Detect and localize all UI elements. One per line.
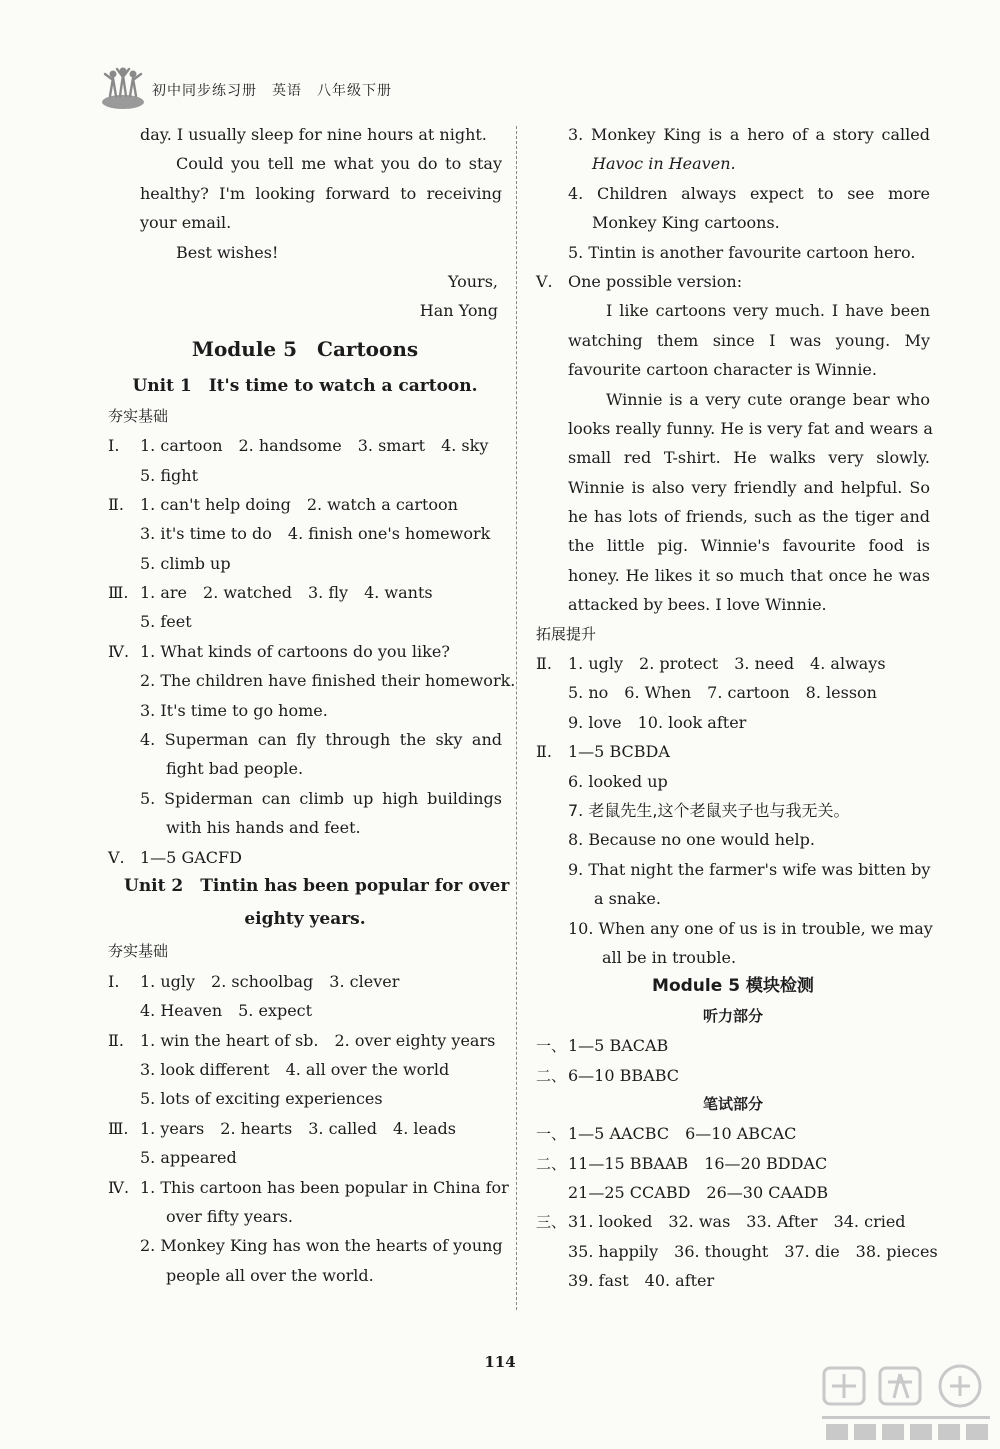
roman-numeral: Ⅱ.: [108, 494, 124, 514]
essay-line: watching them since I was young. My: [568, 330, 930, 350]
essay-intro: One possible version:: [568, 271, 743, 291]
page-header: [100, 66, 460, 112]
essay-line: I like cartoons very much. I have been: [606, 301, 930, 321]
answer-line: 1. ugly 2. schoolbag 3. clever: [140, 971, 400, 991]
answer-line: 9. That night the farmer's wife was bitten by: [568, 859, 931, 879]
section-heading: 拓展提升: [536, 624, 597, 643]
section-heading: 夯实基础: [108, 942, 169, 961]
header-title: 初中同步练习册 英语 八年级下册: [152, 83, 392, 99]
letter-line: day. I usually sleep for nine hours at night.: [140, 125, 487, 144]
letter-signature: Han Yong: [419, 301, 498, 321]
roman-numeral: Ⅲ.: [108, 1118, 129, 1138]
essay-line: favourite cartoon character is Winnie.: [568, 360, 877, 380]
essay-line: Winnie is a very cute orange bear who: [606, 389, 930, 409]
answer-line: 3. look different 4. all over the world: [140, 1059, 450, 1079]
essay-line: the little pig. Winnie's favourite food is: [568, 536, 930, 556]
answer-line: 5. Spiderman can climb up high buildings: [140, 788, 502, 808]
answer-line: 9. love 10. look after: [568, 712, 747, 732]
cn-numeral: 一、: [536, 1037, 567, 1056]
listening-title: 听力部分: [702, 1006, 763, 1025]
essay-line: small red T-shirt. He walks very slowly.: [568, 448, 930, 468]
answer-line: 2. Monkey King has won the hearts of young: [140, 1236, 503, 1256]
roman-numeral: Ⅲ.: [108, 583, 129, 603]
roman-numeral: Ⅳ.: [108, 641, 130, 661]
answer-line: 1. can't help doing 2. watch a cartoon: [140, 494, 458, 514]
letter-line: healthy? I'm looking forward to receiving: [140, 183, 502, 203]
answer-line: 2. The children have finished their homework.: [140, 671, 516, 691]
answer-line: 10. When any one of us is in trouble, we may: [568, 918, 933, 938]
answer-line: 1. win the heart of sb. 2. over eighty years: [140, 1030, 496, 1050]
people-logo-icon: [100, 66, 146, 110]
answer-line: 5. lots of exciting experiences: [140, 1089, 383, 1109]
answer-line: 4. Superman can fly through the sky and: [140, 730, 502, 750]
answer-line: 5. fight: [140, 465, 198, 485]
letter-line: Could you tell me what you do to stay: [176, 154, 502, 174]
essay-line: Winnie is also very friendly and helpful. So: [568, 477, 930, 497]
roman-numeral: Ⅴ.: [108, 847, 125, 867]
answer-line: 3. It's time to go home.: [140, 700, 328, 720]
roman-numeral: Ⅳ.: [108, 1177, 130, 1197]
answer-line: Havoc in Heaven.: [592, 154, 736, 174]
answer-line: people all over the world.: [166, 1265, 374, 1285]
right-column: [536, 120, 938, 1296]
answer-line: 4. Heaven 5. expect: [140, 1001, 313, 1021]
cn-numeral: 一、: [536, 1125, 567, 1144]
answer-line: 31. looked 32. was 33. After 34. cried: [568, 1212, 906, 1232]
answer-line: 35. happily 36. thought 37. die 38. pieces: [568, 1241, 938, 1261]
roman-numeral: Ⅱ.: [536, 654, 552, 674]
roman-numeral: Ⅰ.: [108, 436, 120, 456]
answer-line: 1—5 AACBC 6—10 ABCAC: [568, 1124, 797, 1144]
answer-line: 1. This cartoon has been popular in China for: [140, 1177, 509, 1197]
answer-line: a snake.: [594, 889, 661, 909]
answer-line: 4. Children always expect to see more: [568, 183, 930, 203]
writing-title: 笔试部分: [702, 1094, 763, 1113]
roman-numeral: Ⅱ.: [108, 1030, 124, 1050]
page-number: 114: [484, 1353, 516, 1371]
letter-closing: Best wishes!: [176, 242, 279, 262]
section-heading: 夯实基础: [108, 406, 169, 425]
essay-line: looks really funny. He is very fat and wears a: [568, 418, 933, 438]
roman-numeral: Ⅰ.: [108, 971, 120, 991]
answer-line: 1—5 GACFD: [140, 847, 242, 867]
answer-line: 39. fast 40. after: [568, 1271, 715, 1291]
answer-line: fight bad people.: [166, 759, 304, 779]
roman-numeral: Ⅴ.: [536, 271, 553, 291]
answer-line: 3. it's time to do 4. finish one's homework: [140, 524, 491, 544]
essay-line: attacked by bees. I love Winnie.: [568, 595, 827, 615]
answer-line: 3. Monkey King is a hero of a story called: [568, 125, 930, 144]
letter-line: your email.: [140, 213, 232, 233]
answer-line: 1. are 2. watched 3. fly 4. wants: [140, 583, 433, 603]
answer-line: 5. Tintin is another favourite cartoon hero.: [568, 242, 916, 262]
answer-line: 1. What kinds of cartoons do you like?: [140, 641, 450, 661]
answer-line: 8. Because no one would help.: [568, 830, 815, 850]
column-divider: [516, 126, 517, 1310]
answer-line: 1. ugly 2. protect 3. need 4. always: [568, 654, 886, 674]
answer-line: over fifty years.: [166, 1206, 294, 1226]
answer-line: 1. cartoon 2. handsome 3. smart 4. sky: [140, 436, 489, 456]
unit2-title: eighty years.: [244, 909, 366, 930]
letter-signoff: Yours,: [447, 271, 498, 291]
cn-numeral: 二、: [536, 1066, 567, 1085]
answer-line: 1—5 BCBDA: [568, 742, 670, 762]
essay-line: honey. He likes it so much that once he was: [568, 565, 930, 585]
cn-numeral: 二、: [536, 1154, 567, 1173]
answer-line: 6. looked up: [568, 771, 668, 791]
answer-line: 21—25 CCABD 26—30 CAADB: [568, 1183, 829, 1203]
left-column: [108, 120, 516, 1290]
answer-line: 5. feet: [140, 612, 192, 632]
answer-line: 11—15 BBAAB 16—20 BDDAC: [568, 1153, 828, 1173]
unit1-title: Unit 1 It's time to watch a cartoon.: [132, 375, 478, 396]
watermark-logo-icon: [818, 1362, 994, 1444]
test-title: Module 5 模块检测: [652, 976, 814, 997]
roman-numeral: Ⅱ.: [536, 742, 552, 762]
answer-line: 6—10 BBABC: [568, 1065, 679, 1085]
module-title: Module 5 Cartoons: [191, 336, 419, 361]
answer-line: 1. years 2. hearts 3. called 4. leads: [140, 1118, 456, 1138]
unit2-title: Unit 2 Tintin has been popular for over: [124, 875, 510, 896]
essay-line: he has lots of friends, such as the tiger and: [568, 507, 930, 527]
answer-line: all be in trouble.: [602, 947, 737, 967]
answer-line: 1—5 BACAB: [568, 1036, 669, 1056]
cn-numeral: 三、: [536, 1213, 567, 1232]
answer-line: 7. 老鼠先生,这个老鼠夹子也与我无关。: [568, 800, 850, 820]
answer-line: Monkey King cartoons.: [592, 213, 780, 233]
answer-line: 5. climb up: [140, 553, 231, 573]
answer-line: 5. no 6. When 7. cartoon 8. lesson: [568, 683, 877, 703]
answer-line: 5. appeared: [140, 1148, 237, 1168]
answer-line: with his hands and feet.: [166, 818, 361, 838]
